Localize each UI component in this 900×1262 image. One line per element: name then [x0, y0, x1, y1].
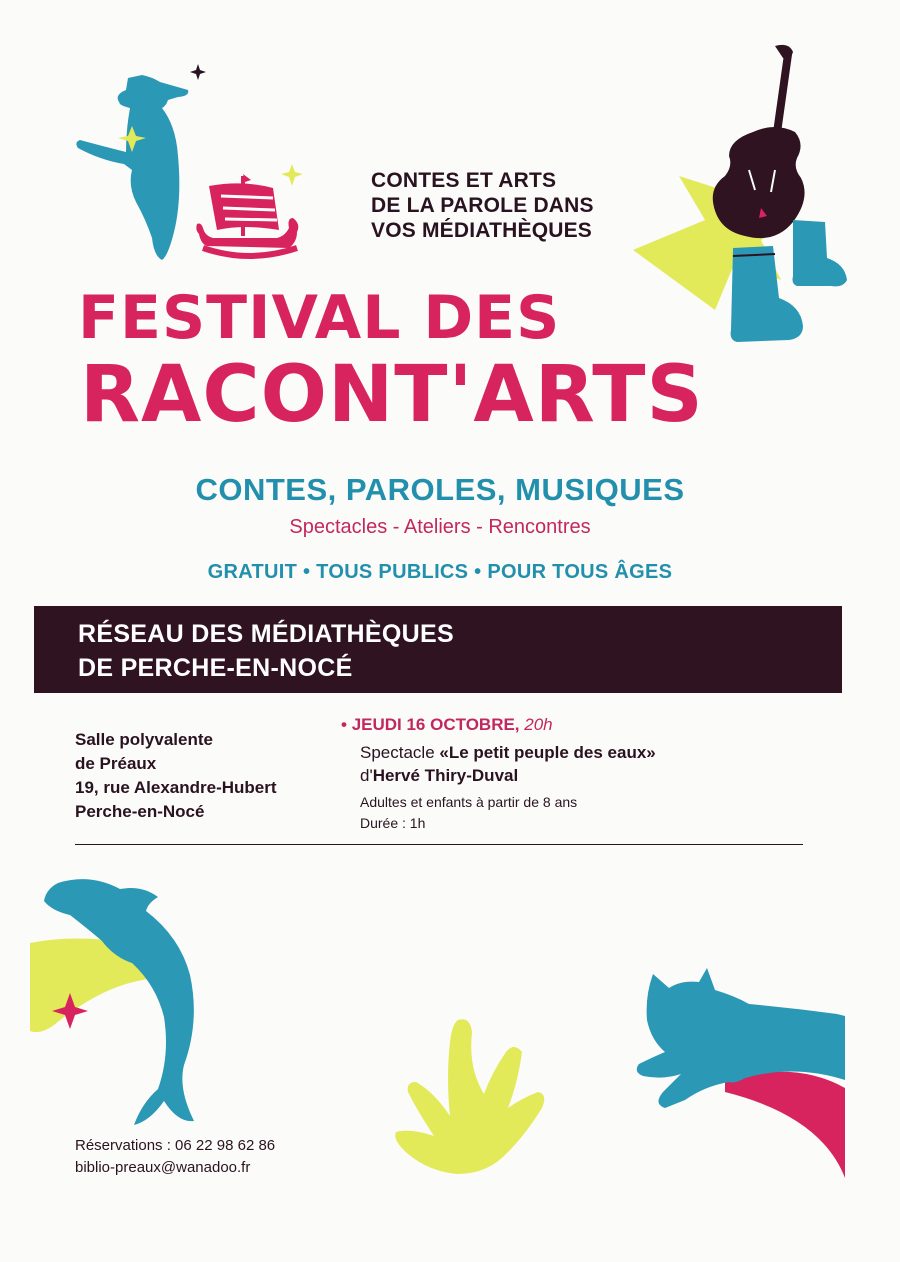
event-artist	[360, 766, 518, 786]
show-prefix: Spectacle	[360, 743, 440, 762]
cat-illustration	[625, 968, 845, 1178]
tagline-line: VOS MÉDIATHÈQUES	[371, 219, 593, 242]
venue-line: Salle polyvalente	[75, 730, 213, 749]
venue-line: 19, rue Alexandre-Hubert	[75, 778, 277, 797]
network-line-1: RÉSEAU DES MÉDIATHÈQUES	[78, 620, 454, 648]
network-line-2: DE PERCHE-EN-NOCÉ	[78, 654, 353, 682]
event-day: JEUDI 16 OCTOBRE,	[351, 715, 520, 734]
event-bullet: •	[341, 715, 347, 734]
event-audience: Adultes et enfants à partir de 8 ans	[360, 794, 578, 810]
tagline-line: CONTES ET ARTS	[371, 169, 557, 192]
venue-line: Perche-en-Nocé	[75, 802, 205, 821]
divider	[75, 844, 803, 845]
festival-title-line-2: RACONT'ARTS	[80, 350, 704, 440]
program-access: GRATUIT • TOUS PUBLICS • POUR TOUS ÂGES	[207, 561, 673, 583]
festival-title-line-1: FESTIVAL DES	[78, 283, 561, 353]
artist-prefix: d'	[360, 766, 373, 785]
venue-address	[75, 728, 277, 824]
program-genres: CONTES, PAROLES, MUSIQUES	[195, 472, 685, 507]
leaf-illustration	[388, 1012, 558, 1182]
contact-email: biblio-preaux@wanadoo.fr	[75, 1159, 251, 1176]
event-duration: Durée : 1h	[360, 815, 426, 831]
tagline-line: DE LA PAROLE DANS	[371, 194, 594, 217]
festival-tagline	[371, 168, 691, 243]
event-show	[360, 743, 656, 763]
library-network-banner	[34, 606, 842, 693]
venue-line: de Préaux	[75, 754, 157, 773]
artist-name: Hervé Thiry-Duval	[372, 766, 519, 785]
dolphin-illustration	[30, 875, 230, 1135]
contact-info	[75, 1135, 275, 1179]
reservations-phone: Réservations : 06 22 98 62 86	[75, 1137, 276, 1154]
program-formats: Spectacles - Ateliers - Rencontres	[289, 516, 591, 538]
event-date	[341, 715, 553, 735]
event-time: 20h	[524, 715, 553, 734]
viking-ship-illustration	[193, 172, 308, 270]
show-title: «Le petit peuple des eaux»	[439, 743, 656, 762]
